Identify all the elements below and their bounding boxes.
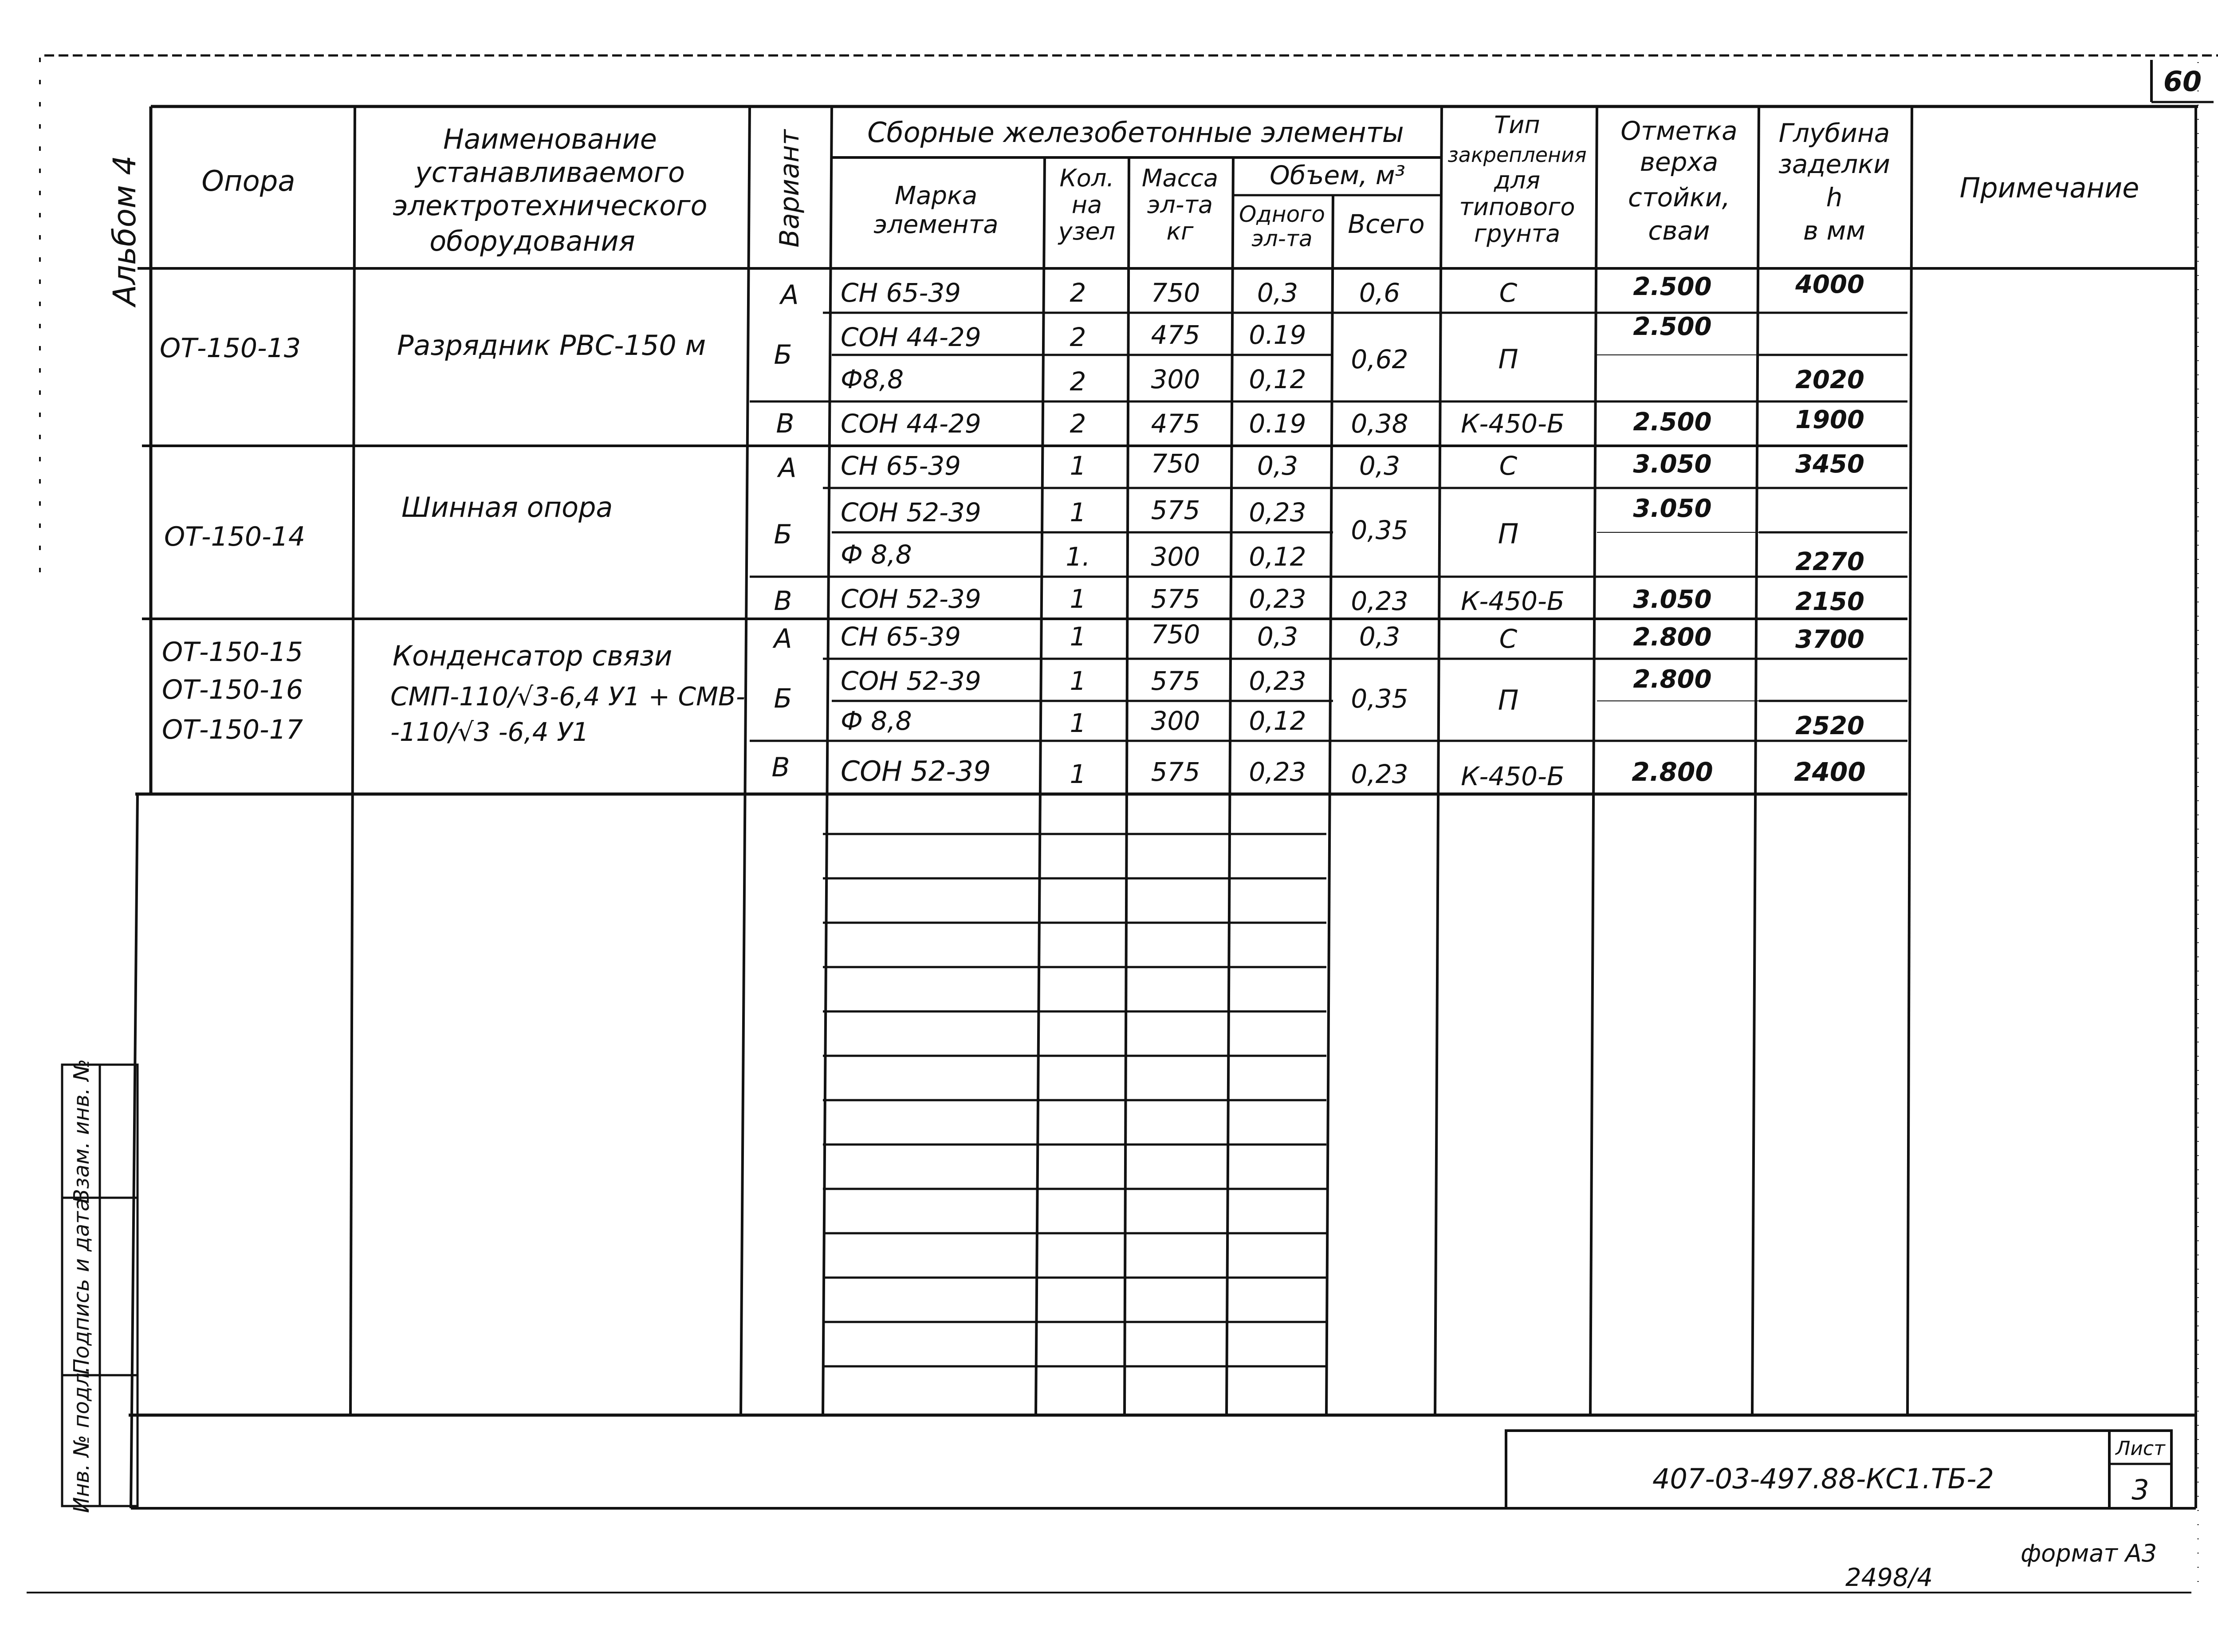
header-otmetka-line-3: стойки, bbox=[1628, 182, 1730, 212]
header-glubina-line-3: h bbox=[1826, 182, 1843, 212]
table-cell: 2 bbox=[1070, 322, 1086, 352]
table-cell: СОН 44-29 bbox=[841, 322, 981, 352]
table-cell: 300 bbox=[1151, 542, 1200, 572]
table-cell: 575 bbox=[1151, 666, 1200, 696]
sheet-number: 3 bbox=[2131, 1474, 2149, 1506]
header-name-line-3: электротехнического bbox=[393, 189, 708, 222]
header-tip-line-1: Тип bbox=[1494, 111, 1540, 139]
header-massa-line-2: эл-та bbox=[1147, 191, 1213, 219]
title-block bbox=[131, 1431, 2196, 1508]
footer-number: 2498/4 bbox=[1845, 1563, 1933, 1592]
header-odnogo-line-1: Одного bbox=[1239, 201, 1325, 227]
table-cell: К-450-Б bbox=[1461, 586, 1565, 616]
table-cell: 3.050 bbox=[1633, 494, 1712, 523]
table-cell: 0,23 bbox=[1351, 586, 1408, 616]
table-cell: 3450 bbox=[1795, 450, 1864, 479]
group-opora-line: ОТ-150-17 bbox=[162, 714, 303, 745]
header-tip-line-2: закрепления bbox=[1447, 143, 1587, 167]
table-cell: 0,35 bbox=[1351, 684, 1408, 714]
table-grid bbox=[129, 106, 2198, 1508]
table-cell: 0.19 bbox=[1249, 409, 1306, 439]
header-massa-line-3: кг bbox=[1166, 217, 1194, 245]
table-cell: 2 bbox=[1070, 409, 1086, 439]
table-cell: 0.19 bbox=[1249, 320, 1306, 350]
group-equipment-line: Конденсатор связи bbox=[393, 640, 672, 672]
table-cell: 2270 bbox=[1795, 547, 1864, 576]
variant-label: А bbox=[780, 279, 799, 311]
table-cell: 750 bbox=[1151, 448, 1200, 479]
header-primechanie: Примечание bbox=[1959, 172, 2139, 204]
variant-label: В bbox=[776, 408, 794, 439]
empty-ruled-rows bbox=[823, 834, 1326, 1366]
stamp-inv-podl: Инв. № подл. bbox=[69, 1366, 94, 1513]
header-opora: Опора bbox=[201, 165, 295, 198]
table-cell: 1 bbox=[1070, 666, 1086, 696]
table-cell: 0,6 bbox=[1359, 278, 1400, 308]
table-cell: 300 bbox=[1151, 706, 1200, 736]
table-cell: СОН 52-39 bbox=[841, 497, 981, 527]
table-cell: 2.500 bbox=[1633, 408, 1712, 437]
group-opora: ОТ-150-14 bbox=[164, 521, 306, 552]
table-cell: 0,35 bbox=[1351, 515, 1408, 545]
header-massa-line-1: Масса bbox=[1141, 164, 1219, 192]
table-cell: 3.050 bbox=[1633, 450, 1712, 479]
variant-label: В bbox=[771, 752, 790, 783]
table-cell: 2 bbox=[1070, 278, 1086, 308]
table-cell: 475 bbox=[1151, 409, 1200, 439]
header-tip-line-5: грунта bbox=[1474, 220, 1561, 248]
table-cell: 1900 bbox=[1795, 405, 1864, 434]
table-cell: 575 bbox=[1151, 584, 1200, 614]
table-cell: СН 65-39 bbox=[841, 278, 961, 308]
table-cell: 575 bbox=[1151, 757, 1200, 787]
table-cell: 0,3 bbox=[1257, 278, 1298, 308]
table-cell: 0,23 bbox=[1351, 759, 1408, 789]
group-equipment-line: -110/√3 -6,4 У1 bbox=[390, 717, 589, 747]
header-kol-line-1: Кол. bbox=[1059, 164, 1114, 192]
header-tip-line-4: типового bbox=[1459, 193, 1575, 221]
table-cell: К-450-Б bbox=[1461, 409, 1565, 439]
variant-label: В bbox=[774, 586, 792, 617]
table-cell: С bbox=[1499, 451, 1518, 481]
table-cell: 0,3 bbox=[1257, 451, 1298, 481]
table-cell: 2400 bbox=[1794, 757, 1866, 787]
header-glubina-line-2: заделки bbox=[1778, 149, 1890, 179]
table-cell: П bbox=[1498, 684, 1519, 716]
table-cell: 1 bbox=[1070, 759, 1086, 789]
header-glubina-line-1: Глубина bbox=[1778, 118, 1890, 148]
table-cell: 750 bbox=[1151, 278, 1200, 308]
header-otmetka-line-4: сваи bbox=[1648, 216, 1710, 246]
header-obem: Объем, м³ bbox=[1270, 160, 1405, 190]
table-cell: СОН 52-39 bbox=[841, 666, 981, 696]
table-cell: 3700 bbox=[1795, 625, 1864, 654]
table-cell: 2.800 bbox=[1633, 623, 1712, 652]
table-cell: Ф8,8 bbox=[841, 364, 904, 394]
variant-label: А bbox=[778, 452, 797, 484]
variant-label: Б bbox=[774, 683, 792, 714]
table-cell: 0,23 bbox=[1249, 497, 1306, 527]
document-code: 407-03-497.88-КС1.ТБ-2 bbox=[1652, 1463, 1994, 1495]
table-cell: 1 bbox=[1070, 584, 1086, 614]
header-kol-line-2: на bbox=[1071, 191, 1102, 219]
group-ot-150-15-17 bbox=[162, 619, 1866, 791]
table-cell: 0,12 bbox=[1249, 706, 1306, 736]
table-cell: 0,23 bbox=[1249, 666, 1306, 696]
table-cell: 2 bbox=[1070, 366, 1086, 397]
table-cell: С bbox=[1499, 624, 1518, 654]
group-opora: ОТ-150-13 bbox=[160, 333, 301, 364]
header-kol-line-3: узел bbox=[1058, 217, 1116, 245]
table-cell: 2150 bbox=[1795, 587, 1864, 616]
table-cell: Ф 8,8 bbox=[841, 539, 912, 570]
header-variant: Вариант bbox=[774, 130, 805, 248]
group-equipment: Шинная опора bbox=[401, 491, 613, 523]
table-cell: СОН 52-39 bbox=[841, 755, 991, 787]
table-cell: 750 bbox=[1151, 619, 1200, 649]
table-cell: 0,38 bbox=[1351, 409, 1408, 439]
table-cell: 1 bbox=[1070, 497, 1086, 527]
header-glubina-line-4: в мм bbox=[1803, 216, 1866, 246]
group-opora-line: ОТ-150-16 bbox=[162, 674, 303, 705]
format-label: формат А3 bbox=[2021, 1539, 2157, 1567]
table-cell: 2.500 bbox=[1633, 312, 1712, 341]
group-equipment-line: СМП-110/√3-6,4 У1 + СМВ- bbox=[390, 681, 745, 712]
stamp-vzam-inv: Взам. инв. № bbox=[69, 1059, 94, 1204]
header-name-line-2: устанавливаемого bbox=[415, 156, 685, 189]
table-cell: 1 bbox=[1070, 451, 1086, 481]
header-otmetka-line-2: верха bbox=[1640, 147, 1719, 177]
table-cell: 3.050 bbox=[1633, 585, 1712, 614]
table-cell: 0,12 bbox=[1249, 364, 1306, 394]
table-cell: 1 bbox=[1070, 621, 1086, 652]
table-cell: 2.800 bbox=[1632, 757, 1713, 787]
header-group-title: Сборные железобетонные элементы bbox=[867, 116, 1404, 149]
table-header bbox=[201, 111, 2139, 257]
variant-label: Б bbox=[774, 339, 792, 370]
table-cell: 4000 bbox=[1795, 270, 1864, 299]
table-cell: 575 bbox=[1151, 495, 1200, 525]
table-cell: 2.500 bbox=[1633, 272, 1712, 301]
variant-label: А bbox=[774, 623, 792, 654]
table-cell: СОН 52-39 bbox=[841, 584, 981, 614]
corner-sheet-number: 60 bbox=[2163, 65, 2202, 98]
header-marka-line-2: элемента bbox=[873, 210, 999, 239]
table-cell: П bbox=[1498, 518, 1519, 550]
table-cell: 2020 bbox=[1795, 366, 1864, 394]
header-marka-line-1: Марка bbox=[894, 181, 978, 210]
table-cell: 2520 bbox=[1795, 712, 1864, 740]
header-name-line-1: Наименование bbox=[443, 123, 657, 155]
stamp-podpis-data: Подпись и дата bbox=[69, 1198, 94, 1375]
table-cell: 0,3 bbox=[1359, 451, 1400, 481]
table-cell: 0,12 bbox=[1249, 542, 1306, 572]
album-label: Альбом 4 bbox=[106, 155, 143, 306]
corner-number-box bbox=[2151, 60, 2214, 102]
table-cell: СОН 44-29 bbox=[841, 409, 981, 439]
header-odnogo-line-2: эл-та bbox=[1251, 226, 1313, 252]
table-cell: С bbox=[1499, 278, 1518, 308]
table-cell: 475 bbox=[1151, 320, 1200, 350]
table-cell: П bbox=[1498, 344, 1518, 375]
header-otmetka-line-1: Отметка bbox=[1620, 116, 1738, 146]
table-cell: 300 bbox=[1151, 364, 1200, 394]
table-cell: 0,62 bbox=[1351, 344, 1408, 374]
group-equipment: Разрядник РВС-150 м bbox=[397, 329, 706, 362]
table-cell: 0,3 bbox=[1257, 621, 1298, 652]
table-cell: СН 65-39 bbox=[841, 451, 961, 481]
table-cell: СН 65-39 bbox=[841, 621, 961, 652]
header-tip-line-3: для bbox=[1494, 166, 1541, 194]
side-stamp bbox=[62, 1059, 138, 1513]
table-cell: Ф 8,8 bbox=[841, 706, 912, 736]
table-cell: 1. bbox=[1066, 542, 1090, 572]
table-cell: 0,23 bbox=[1249, 584, 1306, 614]
table-cell: 0,23 bbox=[1249, 757, 1306, 787]
variant-label: Б bbox=[774, 519, 792, 550]
table-cell: К-450-Б bbox=[1461, 761, 1565, 791]
table-cell: 2.800 bbox=[1633, 665, 1712, 694]
group-opora-line: ОТ-150-15 bbox=[162, 637, 303, 668]
sheet-label: Лист bbox=[2116, 1437, 2165, 1460]
header-name-line-4: оборудования bbox=[429, 225, 635, 257]
table-cell: 0,3 bbox=[1359, 621, 1400, 652]
header-vsego: Всего bbox=[1348, 209, 1425, 239]
table-cell: 1 bbox=[1070, 708, 1086, 738]
